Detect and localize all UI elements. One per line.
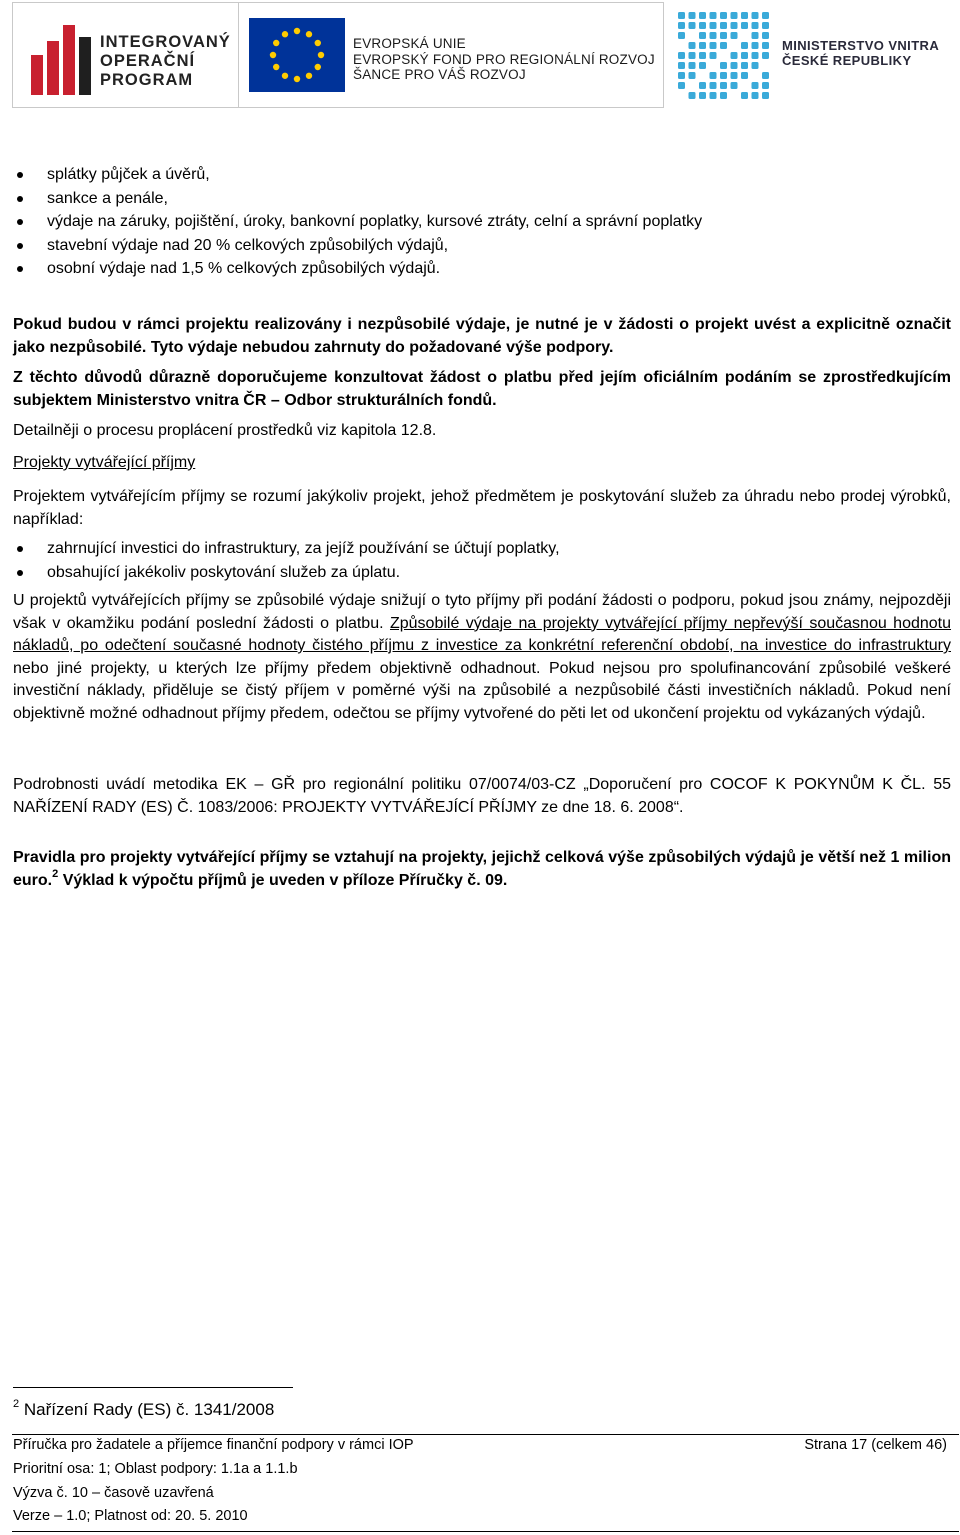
mv-dot-icon [731, 22, 738, 29]
paragraph-consultation: Z těchto důvodů důrazně doporučujeme konzultovat žádost o platbu před jejím oficiálním podáním se zprostředkujícím subjektem Ministerstvo vnitra ČR – Odbor strukturálních fondů. [13, 369, 951, 409]
mv-dot-icon [762, 42, 769, 49]
eu-logo-text [353, 36, 655, 83]
mv-dot-icon [720, 12, 727, 19]
paragraph-text: Pravidla pro projekty vytvářející příjmy se vztahují na projekty, jejichž celková výše způsobilých výdajů je větší než 1 milion euro. [13, 849, 951, 889]
mv-dot-icon [741, 92, 748, 99]
iop-logo [12, 2, 241, 108]
eu-star-icon [282, 31, 288, 37]
mv-dot-icon [731, 52, 738, 59]
mv-dot-icon [689, 92, 696, 99]
page-footer [12, 1434, 959, 1532]
mv-dot-icon [710, 12, 717, 19]
paragraph-rules [13, 847, 951, 892]
mv-dot-icon [689, 22, 696, 29]
mv-dot-icon [678, 32, 685, 39]
mv-dot-icon [741, 52, 748, 59]
mv-dot-icon [762, 72, 769, 79]
eu-star-icon [315, 64, 321, 70]
mv-dot-icon [710, 52, 717, 59]
mv-dot-icon [741, 62, 748, 69]
mv-dot-icon [741, 72, 748, 79]
mv-dot-icon [699, 52, 706, 59]
eu-star-icon [315, 40, 321, 46]
iop-bars-icon [25, 11, 95, 101]
eu-star-icon [273, 40, 279, 46]
eu-star-icon [294, 76, 300, 82]
paragraph-text-underlined: Způsobilé výdaje na projekty vytvářející příjmy nepřevýší současnou hodnotu nákladů, po odečtení současné hodnoty čistého příjmu z investice za konkrétní referenční období, na investice do infrastruktury [13, 614, 952, 654]
footnote-divider [13, 1387, 293, 1388]
mv-dot-icon [699, 32, 706, 39]
list-item: splátky půjček a úvěrů, [13, 163, 702, 187]
mv-dot-icon [678, 82, 685, 89]
eu-star-icon [306, 73, 312, 79]
mv-dot-icon [752, 22, 759, 29]
mv-dot-icon [731, 12, 738, 19]
eu-star-icon [306, 31, 312, 37]
list-item: zahrnující investici do infrastruktury, za jejíž používání se účtují poplatky, [13, 537, 560, 561]
footer-priority: Prioritní osa: 1; Oblast podpory: 1.1a a 1.1.b [13, 1461, 298, 1477]
paragraph-reference: Detailněji o procesu proplácení prostředků viz kapitola 12.8. [13, 422, 437, 439]
mv-dot-icon [689, 62, 696, 69]
mv-dot-icon [710, 32, 717, 39]
list-item: sankce a penále, [13, 187, 702, 211]
eu-logo-line: EVROPSKÝ FOND PRO REGIONÁLNÍ ROZVOJ [353, 51, 655, 67]
mv-dot-icon [752, 82, 759, 89]
mv-dots-icon [676, 8, 776, 104]
list-item: stavební výdaje nad 20 % celkových způsobilých výdajů, [13, 234, 702, 258]
list-item: výdaje na záruky, pojištění, úroky, bankovní poplatky, kursové ztráty, celní a správní poplatky [13, 210, 702, 234]
mv-dot-icon [689, 72, 696, 79]
mv-logo-line: ČESKÉ REPUBLIKY [782, 52, 912, 68]
eu-logo-line: EVROPSKÁ UNIE [353, 36, 466, 51]
mv-dot-icon [689, 42, 696, 49]
paragraph-text: Pokud budou v rámci projektu realizovány i nezpůsobilé výdaje, je nutné je v žádosti o projekt uvést a explicitně označit jako nezpůsobilé. [13, 316, 951, 356]
eu-logo-line: ŠANCE PRO VÁŠ ROZVOJ [353, 67, 526, 83]
mv-dot-icon [699, 22, 706, 29]
mv-dot-icon [752, 62, 759, 69]
mv-dot-icon [752, 42, 759, 49]
eu-star-icon [282, 73, 288, 79]
mv-dot-icon [720, 42, 727, 49]
mv-dot-icon [699, 42, 706, 49]
mv-dot-icon [762, 92, 769, 99]
revenue-projects-list [13, 537, 560, 584]
mv-dot-icon [762, 12, 769, 19]
footer-version: Verze – 1.0; Platnost od: 20. 5. 2010 [13, 1508, 248, 1524]
mv-dot-icon [710, 72, 717, 79]
mv-dot-icon [720, 32, 727, 39]
eu-star-icon [294, 28, 300, 34]
mv-dot-icon [678, 72, 685, 79]
mv-dot-icon [752, 92, 759, 99]
eu-flag-icon [249, 18, 345, 92]
iop-logo-line: PROGRAM [100, 70, 194, 89]
mv-dot-icon [752, 12, 759, 19]
mv-dot-icon [699, 62, 706, 69]
mv-dot-icon [710, 82, 717, 89]
paragraph-text: Výklad k výpočtu příjmů je uveden v příloze Příručky č. 09. [62, 871, 508, 889]
paragraph-eligible-expenses [13, 590, 951, 725]
mv-dot-icon [762, 52, 769, 59]
mv-dot-icon [720, 82, 727, 89]
mv-dot-icon [710, 92, 717, 99]
mv-dot-icon [710, 22, 717, 29]
mv-logo [670, 2, 952, 106]
mv-dot-icon [720, 92, 727, 99]
page-number: Strana 17 (celkem 46) [804, 1437, 947, 1453]
mv-dot-icon [689, 52, 696, 59]
mv-dot-icon [731, 32, 738, 39]
footnote-ref: 2 [52, 868, 59, 881]
paragraph-definition: Projektem vytvářejícím příjmy se rozumí jakýkoliv projekt, jehož předmětem je poskytování služeb za úhradu nebo prodej výrobků, například: [13, 488, 951, 528]
iop-logo-line: INTEGROVANÝ [100, 33, 231, 51]
mv-dot-icon [699, 12, 706, 19]
mv-dot-icon [678, 22, 685, 29]
mv-dot-icon [720, 22, 727, 29]
footer-title: Příručka pro žadatele a příjemce finanční podpory v rámci IOP [13, 1437, 414, 1453]
footnote-text: Nařízení Rady (ES) č. 1341/2008 [23, 1400, 275, 1419]
mv-dot-icon [762, 22, 769, 29]
mv-dot-icon [689, 12, 696, 19]
eu-star-icon [273, 64, 279, 70]
mv-dot-icon [699, 92, 706, 99]
mv-dot-icon [678, 12, 685, 19]
mv-dot-icon [710, 42, 717, 49]
mv-dot-icon [678, 52, 685, 59]
mv-dot-icon [741, 42, 748, 49]
footer-call: Výzva č. 10 – časově uzavřená [13, 1485, 214, 1501]
eu-star-icon [270, 52, 276, 58]
mv-dot-icon [699, 82, 706, 89]
eu-star-icon [318, 52, 324, 58]
mv-dot-icon [678, 62, 685, 69]
mv-dot-icon [741, 22, 748, 29]
list-item: osobní výdaje nad 1,5 % celkových způsobilých výdajů. [13, 257, 702, 281]
paragraph-text: nebo jiné projekty, u kterých lze příjmy předem objektivně odhadnout. Pokud nejsou pro spolufinancování způsobilé veškeré investiční náklady, přiděluje se čistý příjem v poměrné výši na způsobilé a nezpůsobilé části investičních nákladů. Pokud není objektivně možné odhadnout příjmy předem, odečtou se příjmy vytvořené do pěti let od ukončení projektu od vykázaných výdajů. [13, 659, 951, 722]
iop-logo-line: OPERAČNÍ [100, 51, 196, 70]
mv-dot-icon [731, 62, 738, 69]
iop-logo-text [100, 33, 231, 90]
mv-dot-icon [731, 82, 738, 89]
paragraph-ineligible-marking [13, 314, 951, 359]
mv-dot-icon [720, 72, 727, 79]
eu-logo [238, 2, 664, 108]
paragraph-text: U projektů vytvářejících příjmy se způsobilé výdaje snižují o tyto příjmy při podání žádosti o podporu, pokud jsou známy, nejpozději však v okamžiku podání poslední žádosti o platbu. [13, 592, 951, 632]
footnote [13, 1400, 274, 1420]
mv-logo-text [782, 39, 939, 69]
mv-dot-icon [762, 82, 769, 89]
mv-dot-icon [731, 72, 738, 79]
mv-logo-line: MINISTERSTVO VNITRA [782, 38, 940, 53]
mv-dot-icon [762, 32, 769, 39]
mv-dot-icon [741, 12, 748, 19]
mv-dot-icon [720, 62, 727, 69]
mv-dot-icon [752, 32, 759, 39]
footnote-number: 2 [13, 1398, 20, 1411]
paragraph-methodology: Podrobnosti uvádí metodika EK – GŘ pro regionální politiku 07/0074/03-CZ „Doporučení pro COCOF K POKYNŮM K ČL. 55 NAŘÍZENÍ RADY (ES) Č. 1083/2006: PROJEKTY VYTVÁŘEJÍCÍ PŘÍJMY ze dne 18. 6. 2008“. [13, 776, 951, 816]
list-item: obsahující jakékoliv poskytování služeb za úplatu. [13, 561, 560, 585]
mv-dot-icon [752, 52, 759, 59]
section-heading: Projekty vytvářející příjmy [13, 454, 196, 471]
ineligible-expenses-list [13, 163, 702, 281]
paragraph-text: Tyto výdaje nebudou zahrnuty do požadované výše podpory. [150, 338, 614, 356]
